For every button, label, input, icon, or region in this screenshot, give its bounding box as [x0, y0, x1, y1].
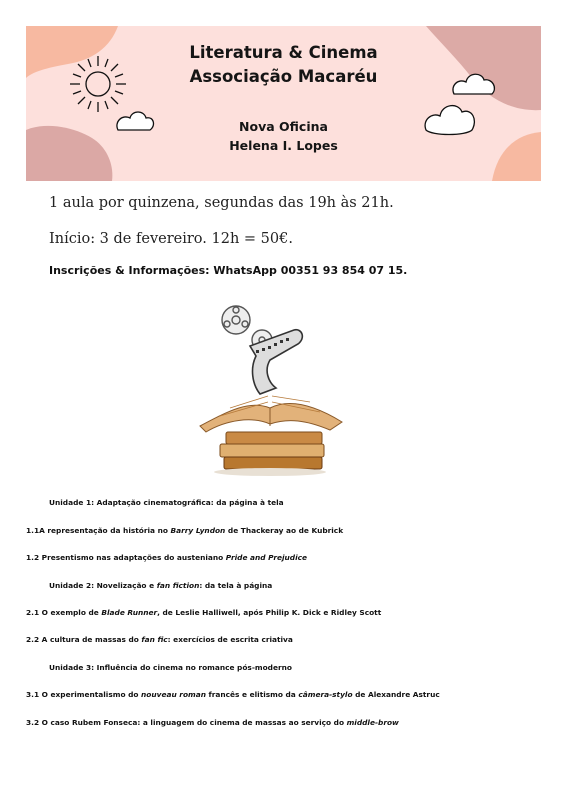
subtitle-line-1: Nova Oficina: [239, 119, 328, 134]
item-1-2: 1.2 Presentismo nas adaptações do austeniano Pride and Prejudice: [26, 553, 308, 562]
header-banner: [26, 26, 541, 181]
unit-1-heading: Unidade 1: Adaptação cinematográfica: da página à tela: [49, 498, 284, 507]
item-2-1: 2.1 O exemplo de Blade Runner, de Leslie Halliwell, após Philip K. Dick e Ridley Scott: [26, 608, 382, 617]
unit-3-heading: Unidade 3: Influência do cinema no romance pós-moderno: [49, 663, 292, 672]
unit-2-heading: Unidade 2: Novelização e fan fiction: da tela à página: [49, 581, 273, 590]
title-line-2: Associação Macaréu: [189, 67, 378, 86]
subtitle-line-2: Helena I. Lopes: [229, 138, 338, 153]
schedule-text: 1 aula por quinzena, segundas das 19h às 21h.: [49, 195, 394, 211]
start-date-text: Início: 3 de fevereiro. 12h = 50€.: [49, 231, 293, 247]
item-3-2: 3.2 O caso Rubem Fonseca: a linguagem do cinema de massas ao serviço do middle-brow: [26, 718, 399, 727]
item-3-1: 3.1 O experimentalismo do nouveau roman francês e elitismo da câmera-stylo de Alexandre Astruc: [26, 690, 440, 699]
contact-text: Inscrições & Informações: WhatsApp 00351 93 854 07 15.: [49, 264, 408, 277]
item-1-1: 1.1A representação da história no Barry Lyndon de Thackeray ao de Kubrick: [26, 526, 344, 535]
item-2-2: 2.2 A cultura de massas do fan fic: exercícios de escrita criativa: [26, 635, 293, 644]
title-line-1: Literatura & Cinema: [189, 43, 378, 62]
book-with-film-reel-icon: [190, 298, 350, 478]
